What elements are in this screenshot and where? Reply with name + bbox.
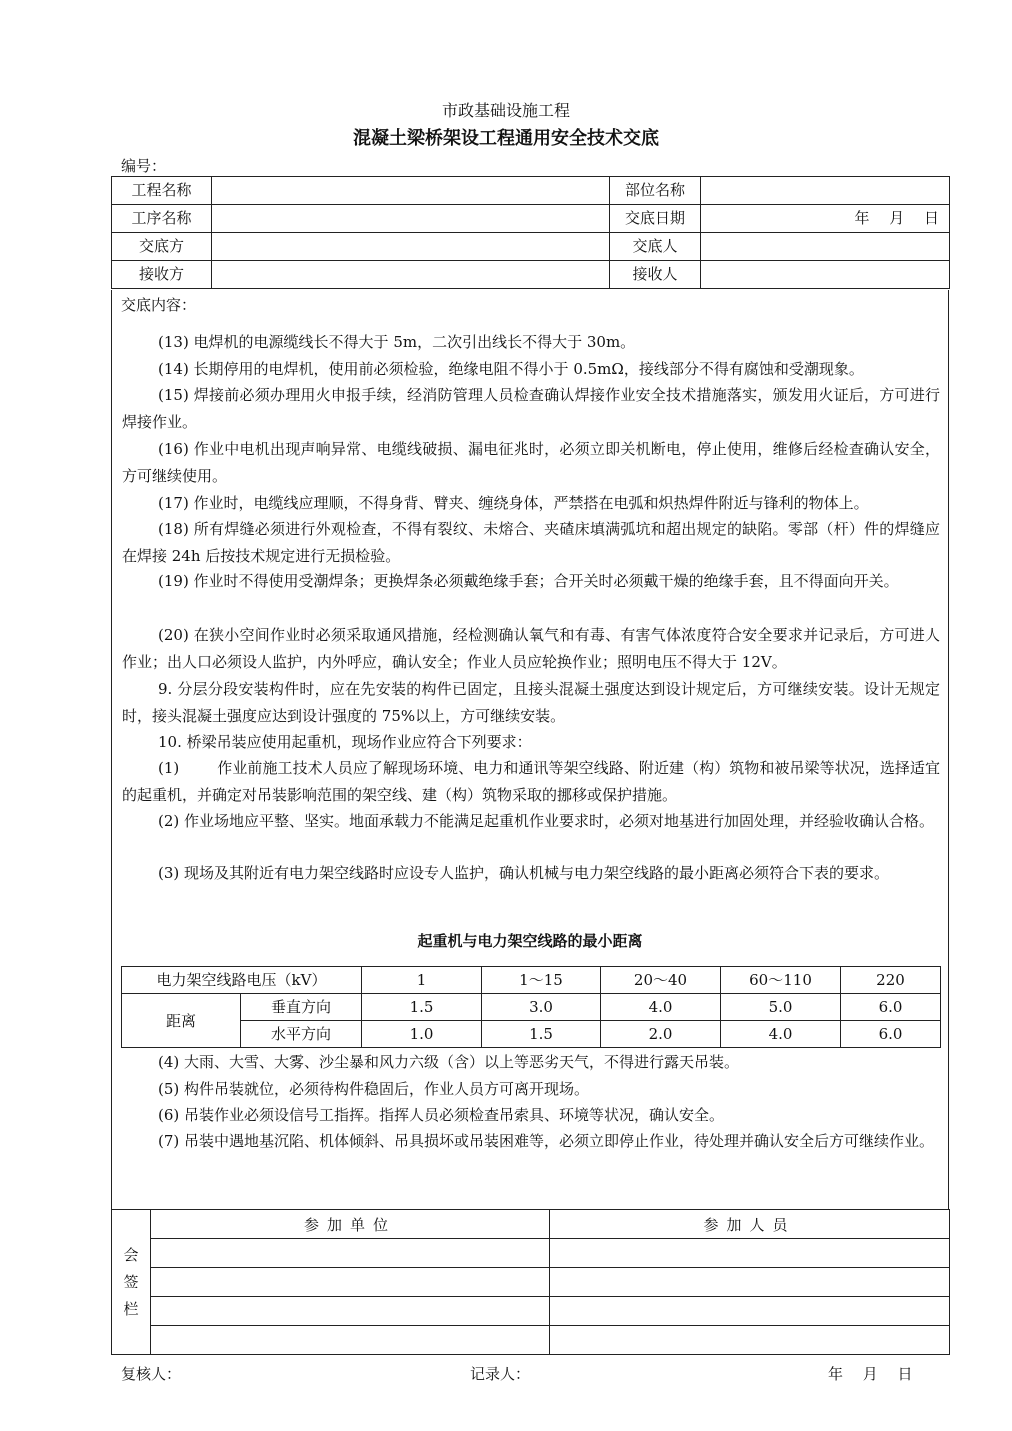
paragraph-10-7 <box>122 1128 940 1155</box>
table-row <box>122 1021 941 1048</box>
date-label: 交底日期 <box>610 205 701 233</box>
paragraph-18 <box>122 516 940 569</box>
receiver-person-label: 接收人 <box>610 261 701 289</box>
paragraph-19 <box>122 568 940 595</box>
paragraph-text: (18) 所有焊缝必须进行外观检查，不得有裂纹、未熔合、夹碴床填满弧坑和超出规定的缺陷。零部（杆）件的焊缝应在焊接 24h 后按技术规定进行无损检验。 <box>122 520 940 565</box>
vertical-cell: 5.0 <box>721 994 841 1021</box>
table-row <box>112 1297 950 1326</box>
serial-number-label: 编号： <box>121 157 167 175</box>
person-field[interactable] <box>550 1239 950 1268</box>
person-header: 参加人员 <box>550 1210 950 1239</box>
paragraph-10-1 <box>122 755 940 808</box>
vertical-cell: 1.5 <box>362 994 482 1021</box>
voltage-cell: 220 <box>841 967 941 994</box>
paragraph-16 <box>122 436 940 489</box>
table-row <box>122 967 941 994</box>
recorder-label: 记录人： <box>470 1365 531 1383</box>
paragraph-10-3 <box>122 860 940 887</box>
table-row <box>112 1210 950 1239</box>
paragraph-text: (2) 作业场地应平整、坚实。地面承载力不能满足起重机作业要求时，必须对地基进行加固处理，并经验收确认合格。 <box>158 812 935 830</box>
giver-label: 交底方 <box>112 233 212 261</box>
table-row <box>112 1326 950 1355</box>
voltage-cell: 1 <box>362 967 482 994</box>
table-row <box>112 233 950 261</box>
horizontal-header: 水平方向 <box>241 1021 362 1048</box>
process-name-field[interactable] <box>212 205 610 233</box>
signoff-table <box>111 1209 950 1355</box>
paragraph-text: (17) 作业时，电缆线应理顺，不得身背、臂夹、缠绕身体，严禁搭在电弧和炽热焊件附近与锋利的物体上。 <box>158 494 869 512</box>
receiver-label: 接收方 <box>112 261 212 289</box>
paragraph-10-4 <box>122 1049 940 1076</box>
paragraph-10-6 <box>122 1102 940 1129</box>
paragraph-10-5 <box>122 1076 940 1103</box>
horizontal-cell: 4.0 <box>721 1021 841 1048</box>
distance-header: 距离 <box>122 994 241 1048</box>
table-row <box>112 205 950 233</box>
paragraph-9 <box>122 676 940 729</box>
horizontal-cell: 2.0 <box>601 1021 721 1048</box>
paragraph-text: 作业前施工技术人员应了解现场环境、电力和通讯等架空线路、附近建（构）筑物和被吊梁等状况，选择适宜的起重机，并确定对吊装影响范围的架空线、建（构）筑物采取的挪移或保护措施。 <box>122 759 940 804</box>
paragraph-text: (14) 长期停用的电焊机，使用前必须检验，绝缘电阻不得小于 0.5mΩ，接线部分不得有腐蚀和受潮现象。 <box>158 360 864 378</box>
footer-date: 年 月 日 <box>828 1365 913 1383</box>
voltage-cell: 1～15 <box>482 967 601 994</box>
distance-table-title: 起重机与电力架空线路的最小距离 <box>417 932 643 950</box>
paragraph-14 <box>122 356 940 383</box>
project-name-field[interactable] <box>212 177 610 205</box>
content-label: 交底内容： <box>121 296 197 314</box>
document-title: 混凝土梁桥架设工程通用安全技术交底 <box>353 128 659 149</box>
signoff-side-label <box>112 1210 151 1355</box>
process-name-label: 工序名称 <box>112 205 212 233</box>
giver-person-label: 交底人 <box>610 233 701 261</box>
table-row <box>112 1268 950 1297</box>
table-row <box>122 994 941 1021</box>
voltage-cell: 60～110 <box>721 967 841 994</box>
paragraph-15 <box>122 382 940 435</box>
paragraph-text: (16) 作业中电机出现声响异常、电缆线破损、漏电征兆时，必须立即关机断电，停止使用，维修后经检查确认安全，方可继续使用。 <box>122 440 940 485</box>
paragraph-text: (7) 吊装中遇地基沉陷、机体倾斜、吊具损坏或吊装困难等，必须立即停止作业，待处理并确认安全后方可继续作业。 <box>158 1132 935 1150</box>
paragraph-text: (3) 现场及其附近有电力架空线路时应设专人监护，确认机械与电力架空线路的最小距离必须符合下表的要求。 <box>158 864 890 882</box>
signoff-char: 栏 <box>123 1299 139 1318</box>
vertical-cell: 6.0 <box>841 994 941 1021</box>
paragraph-number: (1) <box>158 759 180 777</box>
paragraph-text: 9. 分层分段安装构件时，应在先安装的构件已固定，且接头混凝土强度达到设计规定后，方可继续安装。设计无规定时，接头混凝土强度应达到设计强度的 75%以上，方可继续安装。 <box>122 680 940 725</box>
horizontal-cell: 6.0 <box>841 1021 941 1048</box>
receiver-person-field[interactable] <box>701 261 950 289</box>
unit-field[interactable] <box>151 1239 550 1268</box>
vertical-header: 垂直方向 <box>241 994 362 1021</box>
paragraph-text: (20) 在狭小空间作业时必须采取通风措施，经检测确认氧气和有毒、有害气体浓度符合安全要求并记录后，方可进人作业；出人口必须设人监护，内外呼应，确认安全；作业人员应轮换作业；照明电压不得大于 12V。 <box>122 626 940 671</box>
paragraph-10 <box>122 729 940 756</box>
horizontal-cell: 1.0 <box>362 1021 482 1048</box>
distance-table <box>121 966 941 1048</box>
reviewer-label: 复核人： <box>121 1365 182 1383</box>
signoff-char: 会 <box>123 1245 139 1264</box>
person-field[interactable] <box>550 1326 950 1355</box>
person-field[interactable] <box>550 1297 950 1326</box>
paragraph-10-2 <box>122 808 940 835</box>
paragraph-text: (6) 吊装作业必须设信号工指挥。指挥人员必须检查吊索具、环境等状况，确认安全。 <box>158 1106 725 1124</box>
paragraph-17 <box>122 490 940 517</box>
vertical-cell: 3.0 <box>482 994 601 1021</box>
giver-field[interactable] <box>212 233 610 261</box>
paragraph-20 <box>122 622 940 675</box>
person-field[interactable] <box>550 1268 950 1297</box>
table-row <box>112 261 950 289</box>
unit-field[interactable] <box>151 1268 550 1297</box>
project-info-table <box>111 176 950 289</box>
paragraph-text: (13) 电焊机的电源缆线长不得大于 5m，二次引出线长不得大于 30m。 <box>158 333 636 351</box>
unit-header: 参加单位 <box>151 1210 550 1239</box>
unit-field[interactable] <box>151 1326 550 1355</box>
signoff-char: 签 <box>123 1272 139 1291</box>
date-field[interactable]: 年 月 日 <box>701 205 950 233</box>
part-name-label: 部位名称 <box>610 177 701 205</box>
table-row <box>112 177 950 205</box>
unit-field[interactable] <box>151 1297 550 1326</box>
voltage-header: 电力架空线路电压（kV） <box>122 967 362 994</box>
table-row <box>112 1239 950 1268</box>
part-name-field[interactable] <box>701 177 950 205</box>
voltage-cell: 20～40 <box>601 967 721 994</box>
horizontal-cell: 1.5 <box>482 1021 601 1048</box>
paragraph-13 <box>122 329 940 356</box>
document-subtitle: 市政基础设施工程 <box>441 101 570 120</box>
giver-person-field[interactable] <box>701 233 950 261</box>
vertical-cell: 4.0 <box>601 994 721 1021</box>
paragraph-text: (4) 大雨、大雪、大雾、沙尘暴和风力六级（含）以上等恶劣天气，不得进行露天吊装。 <box>158 1053 740 1071</box>
paragraph-text: (15) 焊接前必须办理用火申报手续，经消防管理人员检查确认焊接作业安全技术措施落实，颁发用火证后，方可进行焊接作业。 <box>122 386 940 431</box>
paragraph-text: (5) 构件吊装就位，必须待构件稳固后，作业人员方可离开现场。 <box>158 1080 590 1098</box>
paragraph-text: (19) 作业时不得使用受潮焊条；更换焊条必须戴绝缘手套；合开关时必须戴干燥的绝缘手套，且不得面向开关。 <box>158 572 899 590</box>
receiver-field[interactable] <box>212 261 610 289</box>
project-name-label: 工程名称 <box>112 177 212 205</box>
paragraph-text: 10. 桥梁吊装应使用起重机，现场作业应符合下列要求： <box>158 733 532 751</box>
